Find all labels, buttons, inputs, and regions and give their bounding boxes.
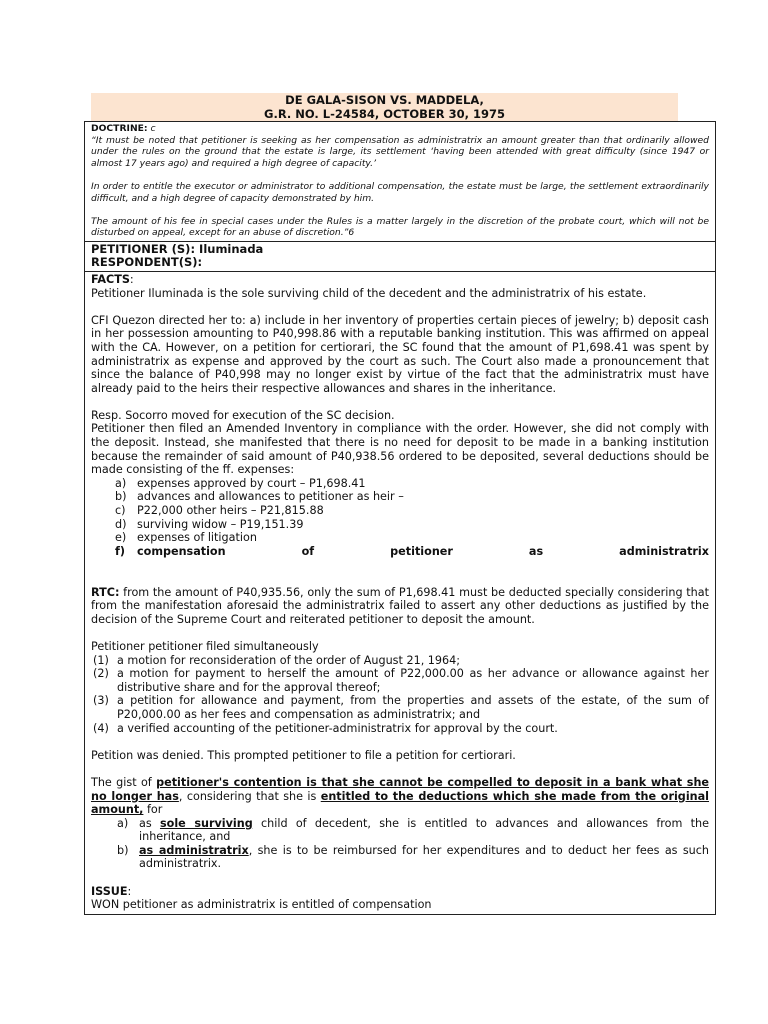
case-citation: G.R. NO. L-24584, OCTOBER 30, 1975: [264, 107, 505, 121]
word: administratrix: [619, 544, 709, 558]
list-marker: (4): [93, 721, 109, 735]
list-marker: a): [117, 816, 129, 830]
case-digest-table: [84, 121, 716, 915]
doctrine-paragraph: In order to entitle the executor or administrator to additional compensation, the estate must be large, the settlement extraordinarily difficult, and a high degree of capacity demonstrated by him.: [91, 180, 709, 204]
list-item-text: , she is to be reimbursed for her expenditures and to deduct her fees as such administratrix.: [139, 843, 709, 871]
gist-text: for: [143, 803, 163, 817]
list-item: [117, 817, 709, 844]
rtc-paragraph: [91, 586, 709, 627]
list-item: [117, 844, 709, 871]
list-item-text: child of decedent, she is entitled to advances and allowances from the inheritance, and: [139, 816, 709, 844]
case-title-header: [91, 93, 678, 121]
petitioner-line: PETITIONER (S): Iluminada: [91, 241, 264, 256]
list-item: [91, 654, 709, 668]
facts-paragraph: Petitioner Iluminada is the sole surviving child of the decedent and the administratrix of his estate.: [91, 286, 647, 300]
list-item: [115, 531, 709, 545]
list-item: [115, 518, 709, 532]
respondent-line: RESPONDENT(S):: [91, 254, 203, 269]
word: as: [528, 544, 544, 558]
list-item: [91, 667, 709, 694]
rtc-text: from the amount of P40,935.56, only the sum of P1,698.41 must be deducted specially considering that from the manifestation aforesaid the administratrix failed to assert any other deductions as justified by the decision of the Supreme Court and reiterated petitioner to deposit the amount.: [91, 585, 709, 626]
doctrine-label-suffix: c: [147, 123, 156, 134]
list-item-emphasis: sole surviving: [159, 816, 253, 830]
list-marker: d): [115, 517, 127, 531]
case-title: DE GALA-SISON VS. MADDELA,: [285, 93, 484, 107]
rtc-label: RTC:: [91, 585, 120, 599]
list-item-text: a motion for reconsideration of the order of August 21, 1964;: [117, 653, 461, 667]
facts-paragraph: Petitioner then filed an Amended Inventory in compliance with the order. However, she did not comply with the deposit. Instead, she manifested that there is no need for deposit to be made in a banking institution because the remainder of said amount of P40,938.56 ordered to be deposited, several deductions should be made consisting of the ff. expenses:: [91, 422, 709, 477]
doctrine-section: [85, 122, 715, 242]
list-item-text: a motion for payment to herself the amount of P22,000.00 as her advance or allowance against her distributive share and for the approval thereof;: [117, 667, 709, 694]
list-item-text: surviving widow – P19,151.39: [137, 517, 304, 531]
list-marker: (3): [93, 694, 109, 708]
word: of: [301, 544, 315, 558]
issue-label: ISSUE: [91, 884, 128, 898]
list-item: [91, 694, 709, 721]
facts-paragraph: Resp. Socorro moved for execution of the SC decision.: [91, 408, 395, 422]
gist-emphasis: entitled to the deductions which she made from the original amount,: [91, 789, 710, 817]
gist-text: The gist of: [91, 775, 157, 789]
list-item-text-justified: [137, 545, 709, 559]
list-item-emphasis: as administratrix: [139, 843, 249, 857]
gist-paragraph: [91, 776, 709, 817]
issue-colon: :: [127, 884, 132, 898]
list-marker: b): [117, 843, 129, 857]
list-marker: a): [115, 476, 127, 490]
doctrine-paragraph: “It must be noted that petitioner is seeking as her compensation as administratrix an amount greater than that ordinarily allowed under the rules on the ground that the estate is large, its settlement ‘having been attended with great difficulty (since 1947 or almost 17 years ago) and required a high degree of capacity.’: [91, 134, 709, 169]
list-item-text: a verified accounting of the petitioner-administratrix for approval by the court.: [117, 721, 558, 735]
list-item: [115, 504, 709, 518]
list-item: [115, 490, 709, 504]
list-item: [91, 722, 709, 736]
list-marker: (2): [93, 667, 109, 681]
list-item: [115, 477, 709, 491]
list-marker: c): [115, 504, 126, 518]
motions-list: [91, 654, 709, 736]
doctrine-paragraph: The amount of his fee in special cases under the Rules is a matter largely in the discretion of the probate court, which will not be disturbed on appeal, except for an abuse of discretion.”6: [91, 215, 709, 239]
parties-section: [85, 242, 715, 272]
doctrine-label: DOCTRINE:: [91, 123, 148, 134]
list-item-text: advances and allowances to petitioner as heir –: [137, 490, 404, 504]
list-marker: f): [115, 544, 125, 558]
gist-text: , considering that she is: [178, 789, 321, 803]
list-marker: b): [115, 490, 127, 504]
word: petitioner: [390, 544, 453, 558]
expenses-list: [91, 477, 709, 559]
facts-paragraph: CFI Quezon directed her to: a) include in her inventory of properties certain pieces of jewelry; b) deposit cash in her possession amounting to P40,998.86 with a reputable banking institution. This was affirmed on appeal with the CA. However, on a petition for certiorari, the SC found that the amount of P1,698.41 was spent by administratrix as expense and approved by the court as such. The Court also made a pronouncement that since the balance of P40,998 may no longer exist by virtue of the fact that the administratrix must have already paid to the heirs their respective allowances and shares in the inheritance.: [91, 313, 709, 395]
facts-label: FACTS: [91, 272, 130, 286]
filed-intro: Petitioner petitioner filed simultaneously: [91, 639, 319, 653]
issue-text: WON petitioner as administratrix is entitled of compensation: [91, 898, 432, 912]
list-item-text: P22,000 other heirs – P21,815.88: [137, 504, 324, 518]
issue-heading: [91, 885, 709, 899]
list-item-text: as: [139, 816, 160, 830]
list-item-text: expenses of litigation: [137, 531, 257, 545]
gist-list: [91, 817, 709, 871]
gist-emphasis: petitioner's contention is that she cannot be compelled to deposit in a bank what she no longer has: [91, 775, 709, 803]
facts-colon: :: [129, 272, 134, 286]
list-item-text: expenses approved by court – P1,698.41: [137, 476, 366, 490]
word: compensation: [137, 544, 226, 558]
list-item: [115, 545, 709, 559]
list-marker: (1): [93, 653, 109, 667]
list-item-text: a petition for allowance and payment, from the properties and assets of the estate, of the sum of P20,000.00 as her fees and compensation as administratrix; and: [117, 694, 709, 721]
denied-paragraph: Petition was denied. This prompted petitioner to file a petition for certiorari.: [91, 748, 516, 762]
list-marker: e): [115, 531, 127, 545]
facts-section: [85, 272, 715, 914]
